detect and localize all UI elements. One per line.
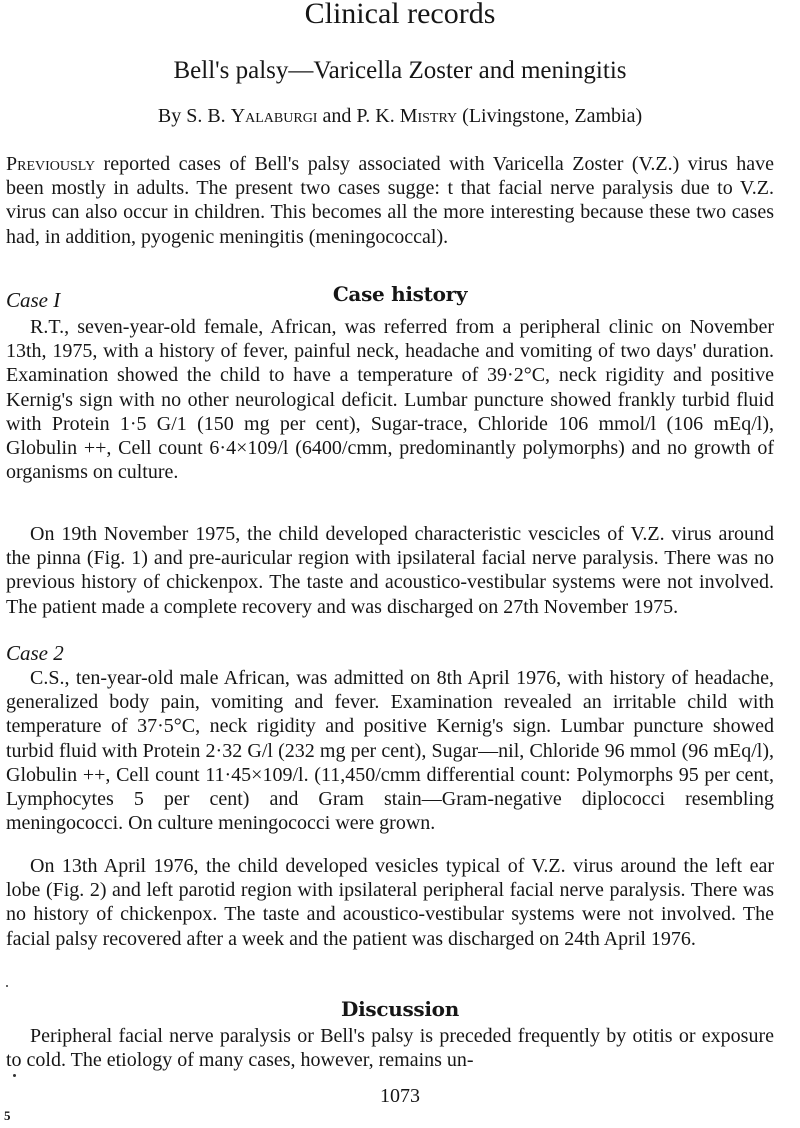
printer-dot (13, 1074, 16, 1077)
intro-paragraph (6, 152, 774, 249)
margin-speck (6, 985, 8, 987)
section-title: Clinical records (304, 0, 496, 30)
intro-lead-word: Previously (6, 153, 96, 175)
article-title: Bell's palsy—Varicella Zoster and meningitis (173, 57, 627, 84)
case2-paragraph-2: On 13th April 1976, the child developed vesicles typical of V.Z. virus around the left ear lobe (Fig. 2) and left parotid region with ipsilateral peripheral facial nerve paralysis. There was no history of chickenpox. The taste and acoustico-vestibular systems were not involved. The facial palsy recovered after a week and the patient was discharged on 24th April 1976. (6, 855, 774, 950)
case1-label: Case I (6, 288, 61, 312)
discussion-heading: Discussion (341, 997, 459, 1021)
byline (0, 102, 800, 130)
case1-paragraph-2: On 19th November 1975, the child developed characteristic vescicles of V.Z. virus around the pinna (Fig. 1) and pre-auricular region with ipsilateral facial nerve paralysis. There was no previous history of chickenpox. The taste and acoustico-vestibular systems were not involved. The patient made a complete recovery and was discharged on 27th November 1975. (6, 523, 774, 618)
case-history-heading: Case history (332, 282, 468, 306)
case2-paragraph-1: C.S., ten-year-old male African, was admitted on 8th April 1976, with history of headache, generalized body pain, vomiting and fever. Examination revealed an irritable child with temperature of 37·5°C, neck rigidity and positive Kernig's sign. Lumbar puncture showed turbid fluid with Protein 2·32 G/l (232 mg per cent), Sugar—nil, Chloride 96 mmol (96 mEq/l), Globulin ++, Cell count 11·45×109/l. (11,450/cmm differential count: Polymorphs 95 per cent, Lymphocytes 5 per cent) and Gram stain—Gram-negative diplococci resembling meningococci. On culture meningococci were grown. (6, 667, 774, 835)
footer-mark: 5 (4, 1108, 11, 1123)
author2-surname: Mistry (399, 105, 458, 127)
page-number: 1073 (380, 1085, 420, 1107)
case2-label: Case 2 (6, 641, 64, 665)
case1-paragraph-1: R.T., seven-year-old female, African, was referred from a peripheral clinic on November 13th, 1975, with a history of fever, painful neck, headache and vomiting of two days' duration. Examination showed the child to have a temperature of 39·2°C, neck rigidity and positive Kernig's sign with no other neurological deficit. Lumbar puncture showed frankly turbid fluid with Protein 1·5 G/1 (150 mg per cent), Sugar-trace, Chloride 106 mmol/l (106 mEq/l), Globulin ++, Cell count 6·4×109/l (6400/cmm, predominantly polymorphs) and no growth of organisms on culture. (6, 316, 774, 484)
discussion-paragraph-1: Peripheral facial nerve paralysis or Bell's palsy is preceded frequently by otitis or exposure to cold. The etiology of many cases, however, remains un- (6, 1025, 774, 1072)
byline-suffix: (Livingstone, Zambia) (457, 105, 643, 127)
byline-prefix: By S. B. (157, 105, 231, 127)
byline-middle: and P. K. (317, 105, 400, 127)
author1-surname: Yalaburgi (230, 105, 318, 127)
intro-text: reported cases of Bell's palsy associated with Varicella Zoster (V.Z.) virus have been mostly in adults. The present two cases sugge: t that facial nerve paralysis due to V.Z. virus can also occur in children. This becomes all the more interesting because these two cases had, in addition, pyogenic meningitis (meningococcal). (6, 153, 774, 248)
